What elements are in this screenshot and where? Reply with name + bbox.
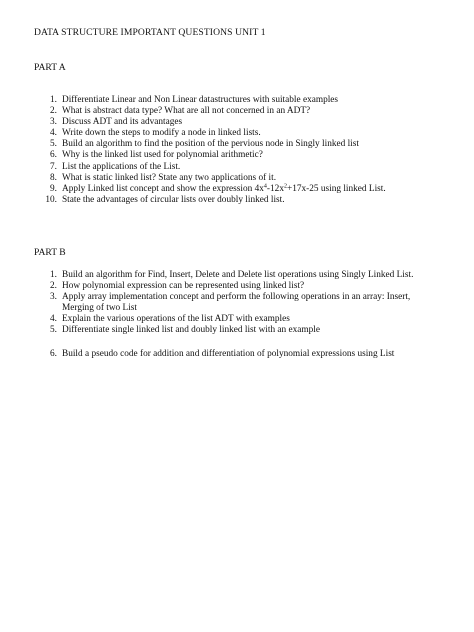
exponent: 2 — [283, 183, 287, 190]
question-text: Differentiate single linked list and doubly linked list with an example — [62, 325, 321, 336]
document-title: DATA STRUCTURE IMPORTANT QUESTIONS UNIT 1 — [34, 27, 266, 38]
question-number: 10. — [45, 194, 57, 205]
question-number: 7. — [50, 161, 57, 172]
question-text: List the applications of the List. — [62, 161, 181, 172]
question-item — [0, 139, 432, 150]
expression-text-middle: -12x — [266, 183, 284, 194]
question-text: Build an algorithm for Find, Insert, Delete and Delete list operations using Singly Linked List. — [62, 270, 414, 280]
question-item — [0, 314, 432, 325]
question-item — [0, 95, 432, 106]
question-number: 5. — [50, 325, 57, 336]
question-number: 6. — [50, 150, 57, 161]
question-number: 9. — [50, 183, 57, 194]
question-item — [0, 325, 432, 336]
exponent: 4 — [263, 183, 267, 190]
expression-text-start: Apply Linked list concept and show the expression 4x — [62, 183, 264, 194]
part-b-question-list — [0, 270, 432, 360]
question-item — [0, 349, 432, 360]
question-number: 1. — [50, 270, 57, 280]
question-text: Discuss ADT and its advantages — [62, 117, 183, 128]
question-number: 3. — [50, 292, 57, 303]
question-text: Build an algorithm to find the position of the pervious node in Singly linked list — [62, 139, 359, 150]
question-item — [0, 128, 432, 139]
question-item — [0, 195, 432, 206]
part-b-heading: PART B — [34, 247, 66, 258]
question-item — [0, 292, 432, 314]
question-text: Explain the various operations of the list ADT with examples — [62, 314, 290, 325]
question-number: 4. — [50, 128, 57, 139]
question-number: 6. — [50, 348, 57, 359]
question-text: How polynomial expression can be represented using linked list? — [62, 281, 305, 292]
question-number: 4. — [50, 314, 57, 325]
question-item — [0, 150, 432, 161]
question-item — [0, 281, 432, 292]
question-item — [0, 117, 432, 128]
question-text: Why is the linked list used for polynomial arithmetic? — [62, 150, 263, 161]
expression-text-end: +17x-25 using linked List. — [286, 183, 386, 194]
question-number: 2. — [50, 281, 57, 292]
question-text: Build a pseudo code for addition and differentiation of polynomial expressions using List — [62, 348, 395, 359]
question-text — [62, 184, 386, 194]
question-item — [0, 270, 432, 281]
question-item — [0, 106, 432, 117]
part-a-heading: PART A — [34, 62, 66, 73]
question-item — [0, 162, 432, 173]
question-text: Write down the steps to modify a node in linked lists. — [62, 128, 261, 139]
question-item — [0, 184, 432, 195]
part-a-question-list — [0, 95, 432, 206]
question-number: 3. — [50, 117, 57, 128]
question-text: Apply array implementation concept and perform the following operations in an array: Insert, Merging of two List — [62, 292, 411, 314]
question-number: 1. — [50, 95, 57, 105]
question-number: 2. — [50, 106, 57, 117]
question-number: 8. — [50, 172, 57, 183]
question-text: What is abstract data type? What are all not concerned in an ADT? — [62, 106, 311, 117]
question-text: What is static linked list? State any two applications of it. — [62, 172, 277, 183]
question-item — [0, 173, 432, 184]
question-text: Differentiate Linear and Non Linear datastructures with suitable examples — [62, 95, 339, 105]
question-number: 5. — [50, 139, 57, 150]
question-text: State the advantages of circular lists over doubly linked list. — [62, 194, 285, 205]
